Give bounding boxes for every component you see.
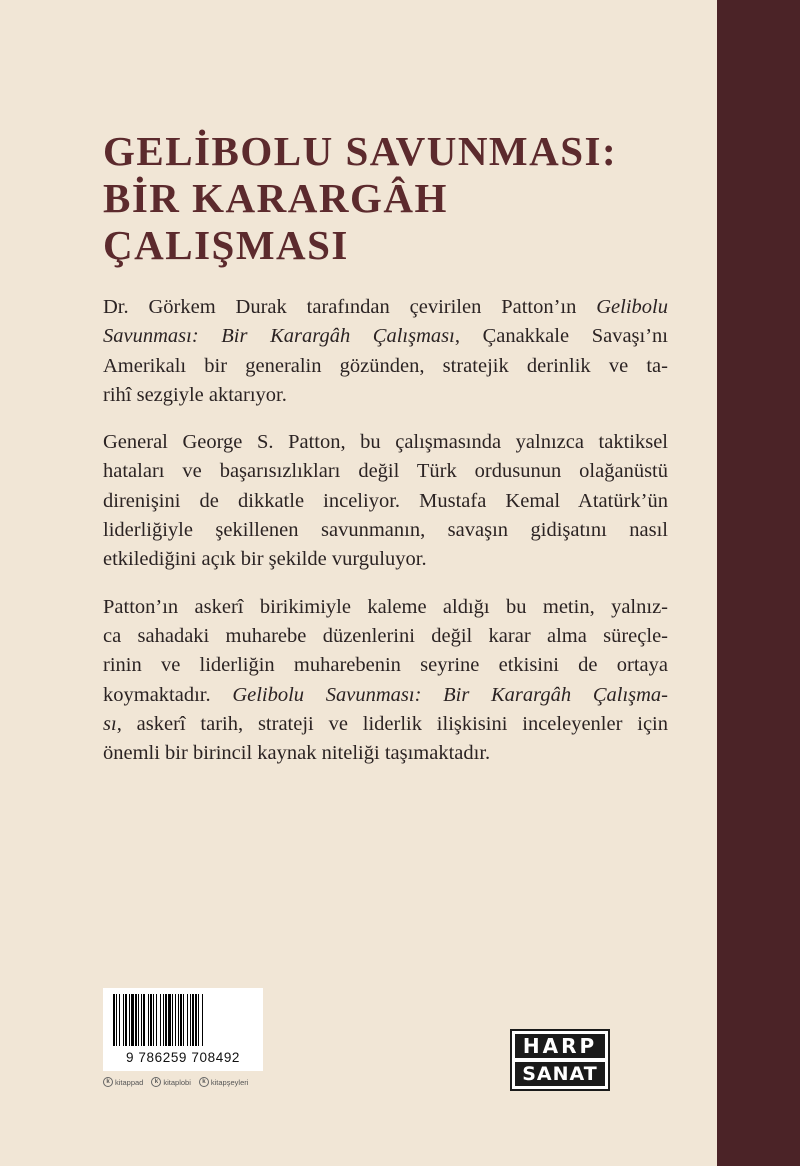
- paragraph-2: [103, 428, 668, 574]
- text-run: , Çanakkale Savaşı’nı: [454, 325, 668, 348]
- shop-k-icon: k: [151, 1077, 161, 1087]
- isbn-number: 9 786259 708492: [125, 1050, 241, 1065]
- paragraph-line: [103, 293, 668, 322]
- text-run: koymaktadır.: [103, 683, 233, 706]
- book-spine: [717, 0, 800, 1166]
- paragraph-1: [103, 293, 668, 410]
- paragraph-line: önemli bir birincil kaynak niteliği taşımaktadır.: [103, 742, 491, 765]
- isbn-barcode: [103, 988, 263, 1071]
- paragraph-line: General George S. Patton, bu çalışmasında yalnızca taktiksel: [103, 431, 668, 454]
- title-line-3: ÇALIŞMASI: [103, 222, 349, 268]
- title-line-1: GELİBOLU SAVUNMASI:: [103, 128, 618, 174]
- shop-name: kitapşeyleri: [210, 1077, 249, 1087]
- shop-logo: [151, 1077, 191, 1087]
- publisher-logo: [510, 1029, 610, 1091]
- barcode-bars: [103, 988, 263, 1050]
- text-run: Dr. Görkem Durak tarafından çevirilen Patton’ın: [103, 296, 597, 318]
- paragraph-line: [103, 710, 668, 739]
- paragraph-line: rihî sezgiyle aktarıyor.: [103, 383, 287, 406]
- italic-text-run: Savunması: Bir Karargâh Çalışması: [103, 325, 455, 348]
- book-title: [103, 128, 663, 269]
- italic-text-run: sı: [103, 712, 117, 735]
- back-cover-blurb: [103, 293, 668, 786]
- paragraph-line: direnişini de dikkatle inceliyor. Mustafa Kemal Atatürk’ün: [103, 489, 668, 512]
- title-line-2: BİR KARARGÂH: [103, 175, 448, 221]
- paragraph-line: [103, 681, 668, 710]
- paragraph-line: hataları ve başarısızlıkları değil Türk ordusunun olağanüstü: [103, 460, 668, 483]
- text-run: , askerî tarih, strateji ve liderlik ilişkisini inceleyenler için: [116, 712, 668, 735]
- online-shops: [103, 1074, 273, 1090]
- paragraph-3: [103, 593, 668, 769]
- shop-name: kitappad: [115, 1077, 144, 1087]
- paragraph-line: Amerikalı bir generalin gözünden, stratejik derinlik ve ta-: [103, 354, 668, 377]
- italic-text-run: Gelibolu Savunması: Bir Karargâh Çalışma-: [232, 683, 668, 706]
- paragraph-line: etkilediğini açık bir şekilde vurguluyor.: [103, 548, 427, 571]
- paragraph-line: liderliğiyle şekillenen savunmanın, savaşın gidişatını nasıl: [103, 519, 668, 542]
- paragraph-line: ca sahadaki muharebe düzenlerini değil karar alma süreçle-: [103, 624, 668, 647]
- shop-k-icon: k: [199, 1077, 209, 1087]
- shop-logo: [199, 1077, 249, 1087]
- publisher-logo-line-2: SANAT: [515, 1062, 605, 1086]
- paragraph-line: rinin ve liderliğin muharebenin seyrine etkisini de ortaya: [103, 654, 668, 677]
- shop-name: kitaplobi: [163, 1077, 191, 1087]
- italic-text-run: Gelibolu: [596, 296, 668, 318]
- shop-logo: [103, 1077, 143, 1087]
- paragraph-line: [103, 322, 668, 351]
- shop-k-icon: k: [103, 1077, 113, 1087]
- publisher-logo-line-1: HARP: [515, 1034, 605, 1058]
- paragraph-line: Patton’ın askerî birikimiyle kaleme aldığı bu metin, yalnız-: [103, 595, 668, 618]
